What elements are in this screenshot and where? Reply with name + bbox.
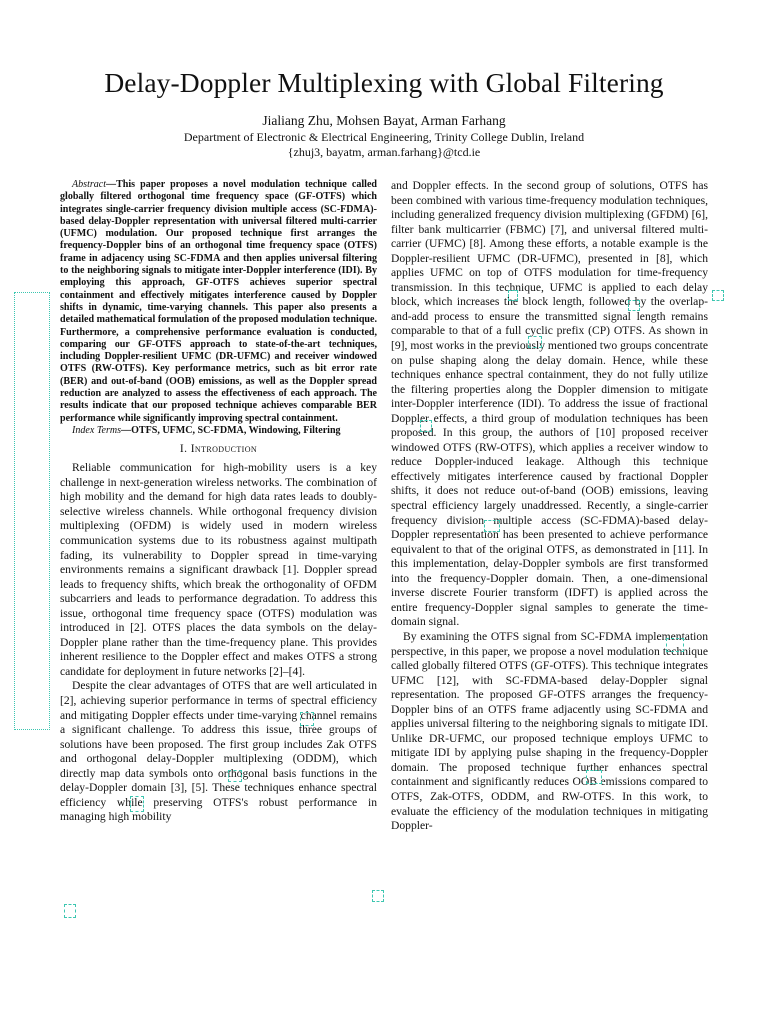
section-number: I. <box>179 443 191 456</box>
left-column <box>60 179 377 825</box>
section-heading-introduction <box>60 442 377 456</box>
abstract-lead: Abstract <box>72 179 107 190</box>
body-paragraph: and Doppler effects. In the second group of solutions, OTFS has been combined with various time-frequency modulation techniques, including generalized frequency division multiplexing (GFDM) [6], filter bank multicarrier (FBMC) [7], and universal filtered multi-carrier (UFMC) [8]. Among these efforts, a notable example is the Doppler-resilient UFMC (DR-UFMC), presented in [8], which applies UFMC on top of OTFS modulation for time-frequency transmission. In this technique, UFMC is applied to each delay block, which increases the block length, followed by the overlap-and-add process to ensure the transmitted signal length remains comparable to that of a full cyclic prefix (CP) OTFS. As shown in [9], most works in the previously mentioned two groups concentrate on pulse shaping along the delay domain. Hence, while these techniques enhance spectral containment, they do not fully utilize the filtering properties along the Doppler dimension to mitigate inter-Doppler interference (IDI). To address the issue of fractional Doppler effects, a third group of modulation techniques has been proposed. In this group, the authors of [10] proposed receiver windowed OTFS (RW-OTFS), which applies a receiver window to reduce Doppler-induced leakage. Although this technique effectively mitigates interference caused by fractional Doppler shifts, it does not reduce out-of-band (OOB) emissions, leaving spectral efficiency largely unaddressed. Recently, a single-carrier frequency division multiple access (SC-FDMA)-based delay-Doppler representation has been presented to achieve performance equivalent to that of the original OTFS, as demonstrated in [11]. In this implementation, delay-Doppler symbols are first transformed into the frequency-Doppler domain. Then, a one-dimensional inverse discrete Fourier transform (IDFT) is applied across the entire frequency-Doppler signal samples to generate the time-domain signal. <box>391 179 708 629</box>
right-column <box>391 179 708 834</box>
index-terms-lead: Index Terms <box>72 424 122 436</box>
annotation-artifact-box <box>14 292 50 730</box>
abstract-text: —This paper proposes a novel modulation technique called globally filtered orthogonal time frequency space (GF-OTFS) which integrates single-carrier frequency division multiple access (SC-FDMA)-based delay-Doppler representation with universal filtered multi-carrier (UFMC) modulation. Our proposed technique first arranges the frequency-Doppler bins of an orthogonal time frequency space (OTFS) frame in adjacency using SC-FDMA and then applies universal filtering to the neighboring signals to mitigate inter-Doppler interference (IDI). By employing this approach, GF-OTFS achieves superior spectral containment and effectively mitigates interference caused by Doppler shifts in dynamic, time-varying channels. This paper also presents a detailed mathematical formulation of the proposed modulation technique. Furthermore, a comprehensive performance evaluation is conducted, comparing our GF-OTFS approach to state-of-the-art techniques, including Doppler-resilient UFMC (DR-UFMC) and receiver windowed OTFS (RW-OTFS). Key performance metrics, such as bit error rate (BER) and out-of-band (OOB) emissions, as well as the Doppler spread reduction are analyzed to assess the effectiveness of each approach. The results indicate that our proposed technique achieves comparable BER performance while significantly improving spectral containment. <box>60 179 377 424</box>
index-terms-text: —OTFS, UFMC, SC-FDMA, Windowing, Filtering <box>121 424 341 436</box>
body-paragraph: By examining the OTFS signal from SC-FDMA implementation perspective, in this paper, we propose a novel modulation technique called globally filtered OTFS (GF-OTFS). This technique integrates UFMC [12], with SC-FDMA-based delay-Doppler signal representation. The proposed GF-OTFS arranges the frequency-Doppler bins of an OTFS frame adjacently using SC-FDMA and applies universal filtering to the neighboring signals to mitigate IDI. Unlike DR-UFMC, our proposed technique employs UFMC to mitigate IDI by applying pulse shaping in the frequency-Doppler domain. The proposed technique further enhances spectral containment and significantly reduces OOB emissions compared to OTFS, Zak-OTFS, ODDM, and RW-OTFS. In this work, to evaluate the efficiency of the modulation techniques in mitigating Doppler- <box>391 629 708 833</box>
annotation-artifact-box <box>64 904 76 918</box>
paper-title: Delay-Doppler Multiplexing with Global Filtering <box>104 67 664 98</box>
index-terms <box>60 425 377 437</box>
body-paragraph: Reliable communication for high-mobility users is a key challenge in next-generation wireless networks. The combination of high mobility and the demand for high data rates leads to doubly-selective wireless channels. While orthogonal frequency division multiplexing (OFDM) is widely used in modern wireless communication systems due to its robustness against multipath fading, its vulnerability to Doppler spread in time-varying environments remains a significant drawback [1]. Doppler spread leads to frequency shifts, which break the orthogonality of OFDM subcarriers and leads to performance degradation. To address this issue, orthogonal time frequency space (OTFS) modulation was introduced in [2]. OTFS places the data symbols on the delay-Doppler plane rather than the time-frequency plane. This provides inherent resilience to the Doppler effect and makes OTFS a strong candidate for deployment in future networks [2]–[4]. <box>60 461 377 678</box>
annotation-artifact-box <box>712 290 724 301</box>
affiliation: Department of Electronic & Electrical Engineering, Trinity College Dublin, Ireland <box>183 130 585 144</box>
abstract <box>60 179 377 425</box>
body-paragraph: Despite the clear advantages of OTFS that are well articulated in [2], achieving superior performance in terms of spectral efficiency and mitigating Doppler effects under time-varying channel remains a significant challenge. To address this issue, three groups of solutions have been proposed. The first group includes Zak OTFS and orthogonal delay-Doppler multiplexing (ODDM), which directly map data symbols onto orthogonal basis functions in the delay-Doppler domain [3], [5]. These techniques enhance spectral efficiency while preserving OTFS's robust performance in managing high mobility <box>60 679 377 824</box>
author-emails: {zhuj3, bayatm, arman.farhang}@tcd.ie <box>287 145 481 159</box>
annotation-artifact-box <box>372 890 384 902</box>
author-list: Jialiang Zhu, Mohsen Bayat, Arman Farhang <box>262 113 506 128</box>
section-title: Introduction <box>190 443 258 456</box>
